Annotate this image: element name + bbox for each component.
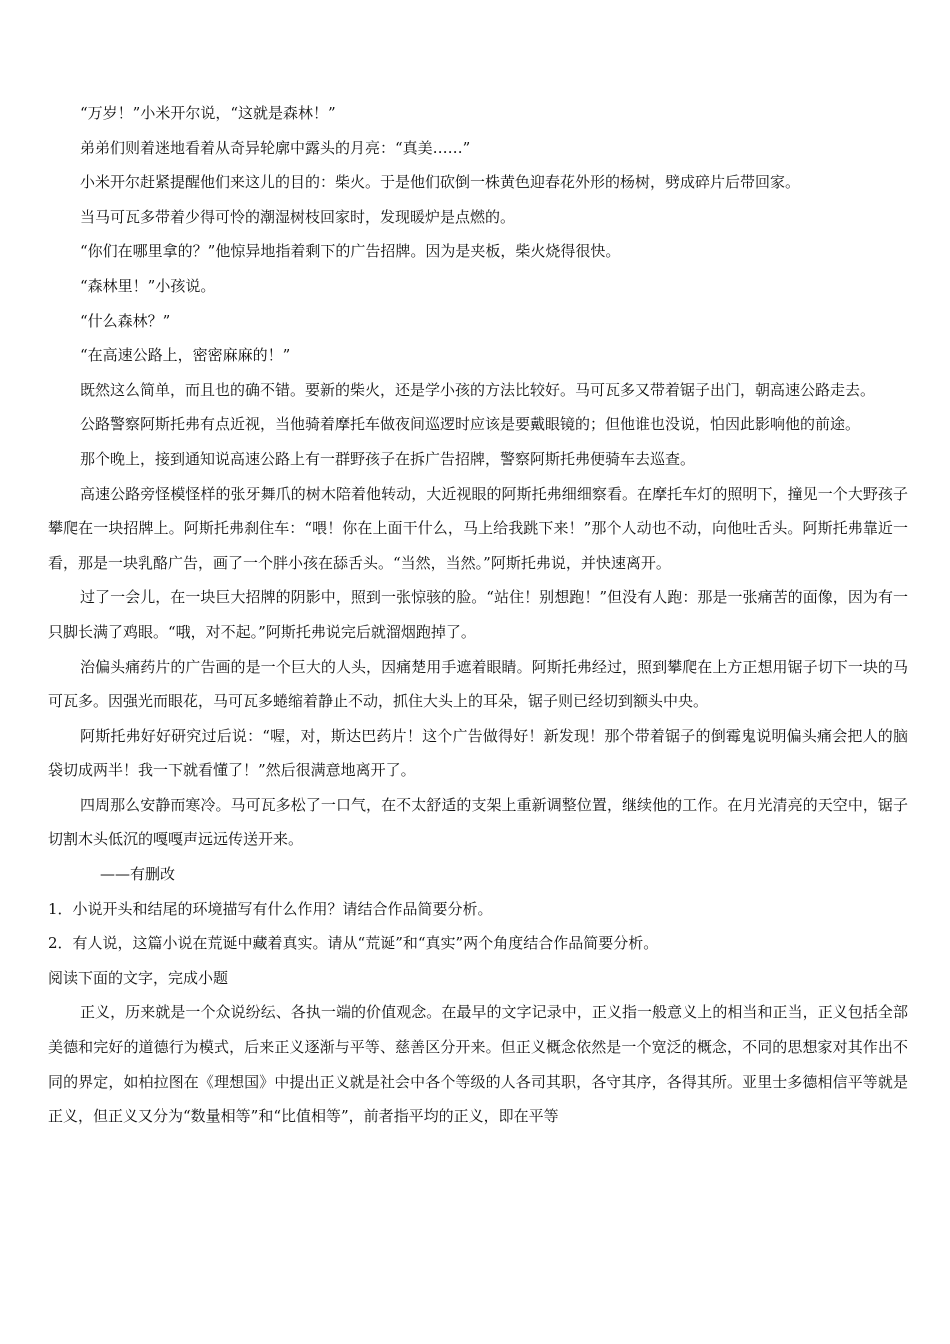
- paragraph: 那个晚上，接到通知说高速公路上有一群野孩子在拆广告招牌，警察阿斯托弗便骑车去巡查。: [80, 449, 696, 468]
- section-instruction: 阅读下面的文字，完成小题: [48, 968, 229, 987]
- paragraph: “森林里！”小孩说。: [80, 276, 216, 295]
- paragraph: 小米开尔赶紧提醒他们来这儿的目的：柴火。于是他们砍倒一株黄色迎春花外形的杨树，劈成碎片后带回家。: [80, 173, 801, 192]
- paragraph: “什么森林？”: [80, 311, 171, 330]
- paragraph: 治偏头痛药片的广告画的是一个巨大的人头，因痛楚用手遮着眼睛。阿斯托弗经过，照到攀爬在上方正想用锯子切下一块的马可瓦多。因强光而眼花，马可瓦多蜷缩着静止不动，抓住大头上的耳朵，锯子则已经切到额头中央。: [48, 657, 908, 711]
- paragraph: 过了一会儿，在一块巨大招牌的阴影中，照到一张惊骇的脸。“站住！别想跑！”但没有人跑：那是一张痛苦的面像，因为有一只脚长满了鸡眼。“哦，对不起。”阿斯托弗说完后就溜烟跑掉了。: [48, 588, 908, 641]
- source-note: ——有删改: [100, 865, 176, 884]
- question-2: 2．有人说，这篇小说在荒诞中藏着真实。请从“荒诞”和“真实”两个角度结合作品简要分析。: [48, 934, 659, 953]
- paragraph: 公路警察阿斯托弗有点近视，当他骑着摩托车做夜间巡逻时应该是要戴眼镜的；但他谁也没说，怕因此影响他的前途。: [80, 415, 861, 434]
- paragraph: “在高速公路上，密密麻麻的！”: [80, 346, 291, 365]
- paragraph: 高速公路旁怪模怪样的张牙舞爪的树木陪着他转动，大近视眼的阿斯托弗细细察看。在摩托车灯的照明下，撞见一个大野孩子攀爬在一块招牌上。阿斯托弗刹住车：“喂！你在上面干什么，马上给我跳下来！”那个人动也不动，向他吐舌头。阿斯托弗靠近一看，那是一块乳酪广告，画了一个胖小孩在舔舌头。“当然，当然。”阿斯托弗说，并快速离开。: [48, 484, 908, 572]
- paragraph: 阿斯托弗好好研究过后说：“喔，对，斯达巴药片！这个广告做得好！新发现！那个带着锯子的倒霉鬼说明偏头痛会把人的脑袋切成两半！我一下就看懂了！”然后很满意地离开了。: [48, 726, 908, 780]
- passage-paragraph: 正义，历来就是一个众说纷纭、各执一端的价值观念。在最早的文字记录中，正义指一般意义上的相当和正当，正义包括全部美德和完好的道德行为模式，后来正义逐渐与平等、慈善区分开来。但正义概念依然是一个宽泛的概念，不同的思想家对其作出不同的界定，如柏拉图在《理想国》中提出正义就是社会中各个等级的人各司其职，各守其序，各得其所。亚里士多德相信平等就是正义，但正义又分为“数量相等”和“比值相等”，前者指平均的正义，即在平等: [48, 1003, 908, 1126]
- question-1: 1．小说开头和结尾的环境描写有什么作用？请结合作品简要分析。: [48, 899, 493, 918]
- paragraph: 弟弟们则着迷地看着从奇异轮廓中露头的月亮：“真美……”: [80, 138, 471, 157]
- paragraph: “万岁！”小米开尔说，“这就是森林！”: [80, 104, 336, 122]
- paragraph: “你们在哪里拿的？”他惊异地指着剩下的广告招牌。因为是夹板，柴火烧得很快。: [80, 242, 621, 261]
- paragraph: 当马可瓦多带着少得可怜的潮湿树枝回家时，发现暖炉是点燃的。: [80, 207, 516, 226]
- paragraph: 四周那么安静而寒冷。马可瓦多松了一口气，在不太舒适的支架上重新调整位置，继续他的工作。在月光清亮的天空中，锯子切割木头低沉的嘎嘎声远远传送开来。: [48, 795, 908, 849]
- paragraph: 既然这么简单，而且也的确不错。要新的柴火，还是学小孩的方法比较好。马可瓦多又带着锯子出门，朝高速公路走去。: [80, 380, 876, 399]
- document-body: [48, 96, 908, 1134]
